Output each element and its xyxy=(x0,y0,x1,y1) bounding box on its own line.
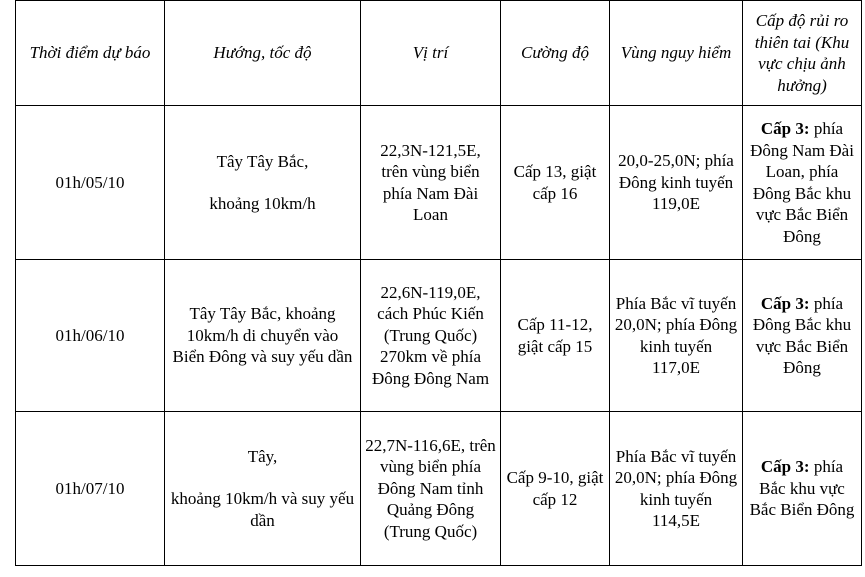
direction-line: khoảng 10km/h xyxy=(209,194,316,213)
table-row xyxy=(16,260,862,412)
header-risk-level: Cấp độ rủi ro thiên tai (Khu vực chịu ảnh hưởng) xyxy=(743,1,862,106)
cell-direction xyxy=(165,106,361,260)
risk-level-label: Cấp 3: xyxy=(760,119,810,138)
forecast-table xyxy=(15,0,862,566)
risk-area: phía Đông Bắc khu vực Bắc Biển Đông xyxy=(752,293,852,377)
table-row xyxy=(16,106,862,260)
cell-intensity: Cấp 13, giật cấp 16 xyxy=(501,106,610,260)
header-danger-zone: Vùng nguy hiểm xyxy=(610,1,743,106)
direction-line: Tây, xyxy=(247,446,278,466)
cell-intensity: Cấp 11-12, giật cấp 15 xyxy=(501,260,610,412)
header-row xyxy=(16,1,862,106)
cell-position: 22,7N-116,6E, trên vùng biển phía Đông Nam tỉnh Quảng Đông (Trung Quốc) xyxy=(361,412,501,566)
cell-risk xyxy=(743,412,862,566)
header-position: Vị trí xyxy=(361,1,501,106)
cell-position: 22,3N-121,5E, trên vùng biển phía Nam Đài Loan xyxy=(361,106,501,260)
cell-time: 01h/06/10 xyxy=(16,260,165,412)
cell-intensity: Cấp 9-10, giật cấp 12 xyxy=(501,412,610,566)
cell-risk xyxy=(743,260,862,412)
risk-level-label: Cấp 3: xyxy=(760,457,810,477)
header-direction: Hướng, tốc độ xyxy=(165,1,361,106)
header-intensity: Cường độ xyxy=(501,1,610,106)
risk-area: phía Bắc khu vực Bắc Biển Đông xyxy=(749,457,855,520)
risk-level-label: Cấp 3: xyxy=(760,293,810,313)
table-row xyxy=(16,412,862,566)
cell-danger-zone: Phía Bắc vĩ tuyến 20,0N; phía Đông kinh tuyến 114,5E xyxy=(610,412,743,566)
cell-direction xyxy=(165,412,361,566)
cell-time: 01h/05/10 xyxy=(16,106,165,260)
direction-line: khoảng 10km/h và suy yếu dần xyxy=(170,489,355,530)
cell-danger-zone: Phía Bắc vĩ tuyến 20,0N; phía Đông kinh tuyến 117,0E xyxy=(610,260,743,412)
risk-area: phía Đông Nam Đài Loan, phía Đông Bắc khu vực Bắc Biển Đông xyxy=(750,119,854,246)
cell-risk xyxy=(743,106,862,260)
direction-line: Tây Tây Bắc, xyxy=(216,151,309,171)
header-time: Thời điểm dự báo xyxy=(16,1,165,106)
cell-direction: Tây Tây Bắc, khoảng 10km/h di chuyển vào Biển Đông và suy yếu dần xyxy=(165,260,361,412)
cell-position: 22,6N-119,0E, cách Phúc Kiến (Trung Quốc) 270km về phía Đông Đông Nam xyxy=(361,260,501,412)
cell-danger-zone: 20,0-25,0N; phía Đông kinh tuyến 119,0E xyxy=(610,106,743,260)
cell-time: 01h/07/10 xyxy=(16,412,165,566)
